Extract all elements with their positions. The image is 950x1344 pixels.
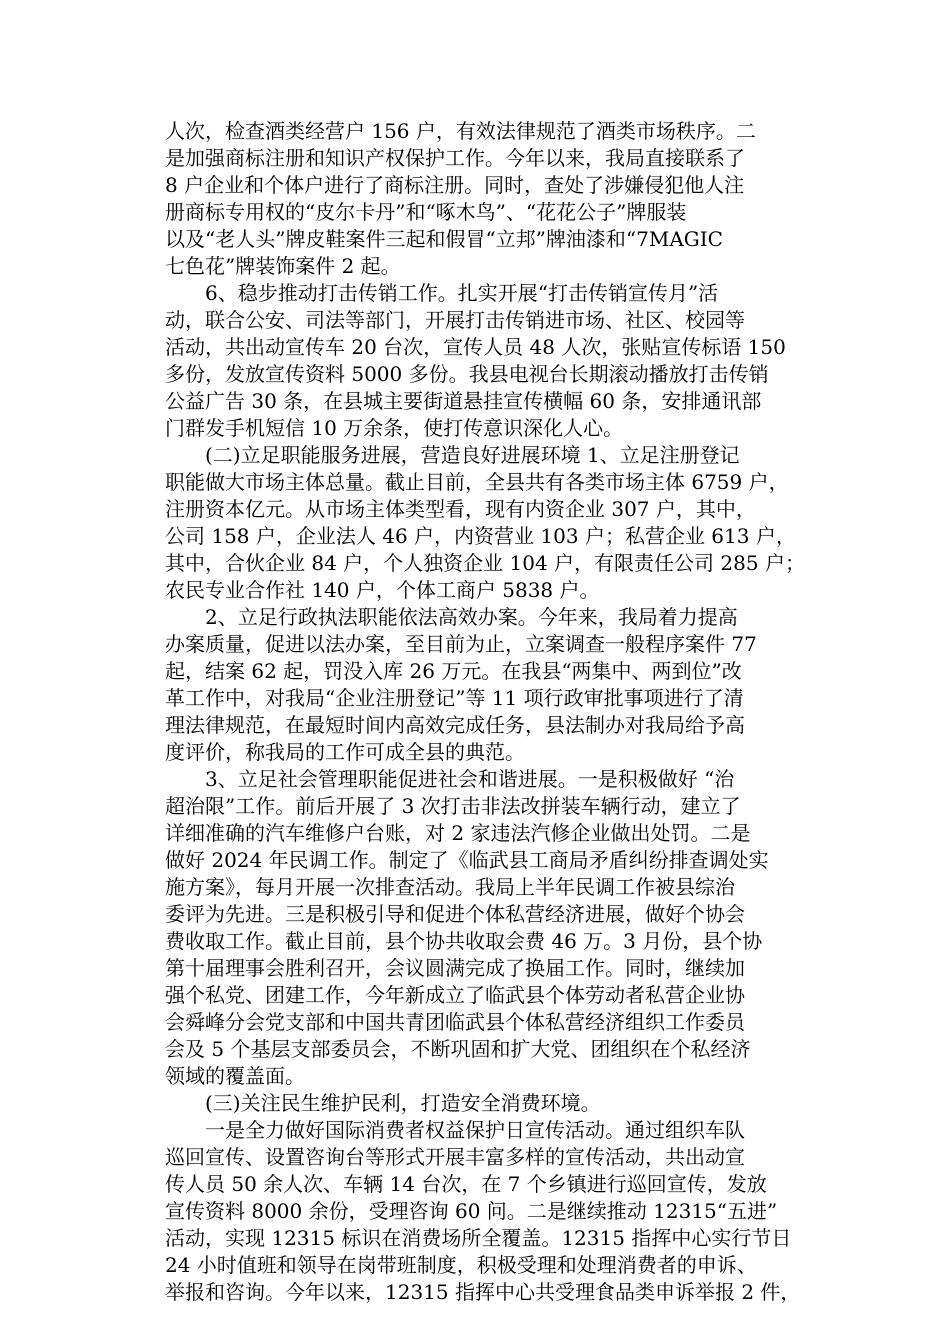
text-line: 注册资本亿元。从市场主体类型看，现有内资企业 307 户，其中， bbox=[165, 497, 756, 521]
text-line: 活动，实现 12315 标识在消费场所全覆盖。12315 指挥中心实行节日 bbox=[165, 1226, 792, 1250]
text-line: 委评为先进。三是积极引导和促进个体私营经济进展，做好个协会 bbox=[165, 902, 745, 926]
text-line: 办案质量，促进以法办案，至目前为止，立案调查一般程序案件 77 bbox=[165, 632, 757, 656]
text-line: 第十届理事会胜利召开，会议圆满完成了换届工作。同时，继续加 bbox=[165, 956, 745, 980]
text-line: 起，结案 62 起，罚没入库 26 万元。在我县“两集中、两到位”改 bbox=[165, 659, 742, 683]
text-line: 宣传资料 8000 余份，受理咨询 60 问。二是继续推动 12315“五进” bbox=[165, 1199, 778, 1223]
text-line: 公益广告 30 条，在县城主要街道悬挂宣传横幅 60 条，安排通讯部 bbox=[165, 389, 762, 413]
text-line: 职能做大市场主体总量。截止目前，全县共有各类市场主体 6759 户， bbox=[165, 470, 789, 494]
text-line: 传人员 50 余人次、车辆 14 台次，在 7 个乡镇进行巡回宣传，发放 bbox=[165, 1172, 767, 1196]
text-line: 一是全力做好国际消费者权益保护日宣传活动。通过组织车队 bbox=[165, 1118, 745, 1142]
text-line: 动，联合公安、司法等部门，开展打击传销进市场、社区、校园等 bbox=[165, 308, 745, 332]
text-line: 强个私党、团建工作，今年新成立了临武县个体劳动者私营企业协 bbox=[165, 983, 745, 1007]
text-line: 24 小时值班和领导在岗带班制度，积极受理和处理消费者的申诉、 bbox=[165, 1253, 757, 1277]
text-line: 门群发手机短信 10 万余条，使打传意识深化人心。 bbox=[165, 416, 624, 440]
text-line: 七色花”牌装饰案件 2 起。 bbox=[165, 254, 401, 278]
text-line: 巡回宣传、设置咨询台等形式开展丰富多样的宣传活动，共出动宣 bbox=[165, 1145, 745, 1169]
text-line: (二)立足职能服务进展，营造良好进展环境 1、立足注册登记 bbox=[165, 443, 740, 467]
text-line: 3、立足社会管理职能促进社会和谐进展。一是积极做好 “治 bbox=[165, 767, 735, 791]
text-line: 费收取工作。截止目前，县个协共收取会费 46 万。3 月份，县个协 bbox=[165, 929, 763, 953]
text-line: 以及“老人头”牌皮鞋案件三起和假冒“立邦”牌油漆和“7MAGIC bbox=[165, 227, 723, 251]
text-line: 领域的覆盖面。 bbox=[165, 1064, 305, 1088]
text-line: 会舜峰分会党支部和中国共青团临武县个体私营经济组织工作委员 bbox=[165, 1010, 745, 1034]
text-line: 2、立足行政执法职能依法高效办案。今年来，我局着力提高 bbox=[165, 605, 738, 629]
text-line: 做好 2024 年民调工作。制定了《临武县工商局矛盾纠纷排查调处实 bbox=[165, 848, 769, 872]
text-line: 册商标专用权的“皮尔卡丹”和“啄木鸟”、“花花公子”牌服装 bbox=[165, 200, 687, 224]
text-line: 8 户企业和个体户进行了商标注册。同时，查处了涉嫌侵犯他人注 bbox=[165, 173, 745, 197]
text-line: 活动，共出动宣传车 20 台次，宣传人员 48 人次，张贴宣传标语 150 bbox=[165, 335, 786, 359]
text-line: 超治限”工作。前后开展了 3 次打击非法改拼装车辆行动，建立了 bbox=[165, 794, 741, 818]
document-body bbox=[165, 118, 825, 1306]
text-line: 度评价，称我局的工作可成全县的典范。 bbox=[165, 740, 525, 764]
text-line: 公司 158 户，企业法人 46 户，内资营业 103 户；私营企业 613 户， bbox=[165, 524, 796, 548]
text-line: 详细准确的汽车维修户台账，对 2 家违法汽修企业做出处罚。二是 bbox=[165, 821, 751, 845]
text-line: 革工作中，对我局“企业注册登记”等 11 项行政审批事项进行了清 bbox=[165, 686, 744, 710]
text-line: 是加强商标注册和知识产权保护工作。今年以来，我局直接联系了 bbox=[165, 146, 745, 170]
text-line: 举报和咨询。今年以来，12315 指挥中心共受理食品类申诉举报 2 件， bbox=[165, 1280, 801, 1304]
text-line: 人次，检查酒类经营户 156 户，有效法律规范了酒类市场秩序。二 bbox=[165, 119, 756, 143]
text-line: 施方案》，每月开展一次排查活动。我局上半年民调工作被县综治 bbox=[165, 875, 735, 899]
text-line: (三)关注民生维护民利，打造安全消费环境。 bbox=[165, 1091, 601, 1115]
text-line: 6、稳步推动打击传销工作。扎实开展“打击传销宣传月”活 bbox=[165, 281, 719, 305]
text-line: 其中，合伙企业 84 户，个人独资企业 104 户，有限责任公司 285 户； bbox=[165, 551, 805, 575]
text-line: 农民专业合作社 140 户，个体工商户 5838 户。 bbox=[165, 578, 600, 602]
text-line: 会及 5 个基层支部委员会，不断巩固和扩大党、团组织在个私经济 bbox=[165, 1037, 751, 1061]
text-line: 理法律规范，在最短时间内高效完成任务，县法制办对我局给予高 bbox=[165, 713, 745, 737]
text-line: 多份，发放宣传资料 5000 多份。我县电视台长期滚动播放打击传销 bbox=[165, 362, 769, 386]
